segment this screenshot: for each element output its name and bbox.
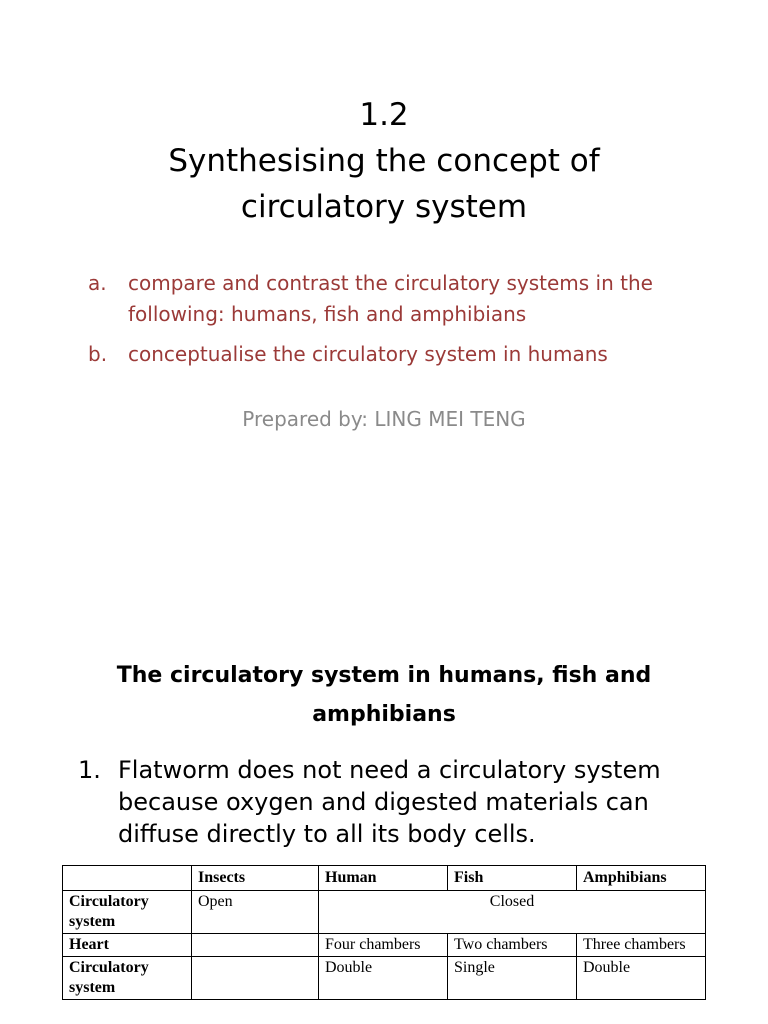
point-number: 1. xyxy=(78,756,101,784)
table-cell: Four chambers xyxy=(319,934,448,957)
table-cell-merged: Closed xyxy=(319,891,706,934)
table-header-row xyxy=(63,866,706,891)
table-row xyxy=(63,891,706,934)
title-line-2: circulatory system xyxy=(240,189,528,225)
table-cell: Open xyxy=(192,891,319,934)
slide-title-heading xyxy=(0,92,768,230)
table-cell: Two chambers xyxy=(448,934,577,957)
table-row xyxy=(63,957,706,1000)
table-cell: Double xyxy=(577,957,706,1000)
row-label: Heart xyxy=(63,934,192,957)
row-label: Circulatory system xyxy=(63,891,192,934)
table-header-cell: Fish xyxy=(448,866,577,891)
point-text: Flatworm does not need a circulatory system because oxygen and digested materials can diffuse directly to all its body cells. xyxy=(118,756,661,848)
table-header-cell xyxy=(63,866,192,891)
slide-circulatory-comparison xyxy=(0,640,768,1024)
slide-heading: The circulatory system in humans, fish and amphibians xyxy=(116,663,652,727)
objective-marker: b. xyxy=(88,342,108,366)
table-header-cell: Insects xyxy=(192,866,319,891)
objectives-list xyxy=(88,268,688,379)
objective-text: conceptualise the circulatory system in humans xyxy=(128,342,608,366)
table-cell xyxy=(192,957,319,1000)
objective-item xyxy=(88,268,688,330)
objective-item xyxy=(88,339,688,370)
table-cell: Double xyxy=(319,957,448,1000)
objective-text: compare and contrast the circulatory systems in the following: humans, fish and amphibians xyxy=(128,271,653,326)
numbered-point xyxy=(78,754,718,850)
prepared-by: Prepared by: LING MEI TENG xyxy=(242,407,526,431)
table-header-cell: Human xyxy=(319,866,448,891)
title-line-number: 1.2 xyxy=(359,97,409,133)
table-cell xyxy=(192,934,319,957)
table-cell: Three chambers xyxy=(577,934,706,957)
row-label: Circulatory system xyxy=(63,957,192,1000)
title-line-1: Synthesising the concept of xyxy=(168,143,600,179)
table-row xyxy=(63,934,706,957)
comparison-table xyxy=(62,865,706,1000)
objective-marker: a. xyxy=(88,271,107,295)
table-cell: Single xyxy=(448,957,577,1000)
table-header-cell: Amphibians xyxy=(577,866,706,891)
